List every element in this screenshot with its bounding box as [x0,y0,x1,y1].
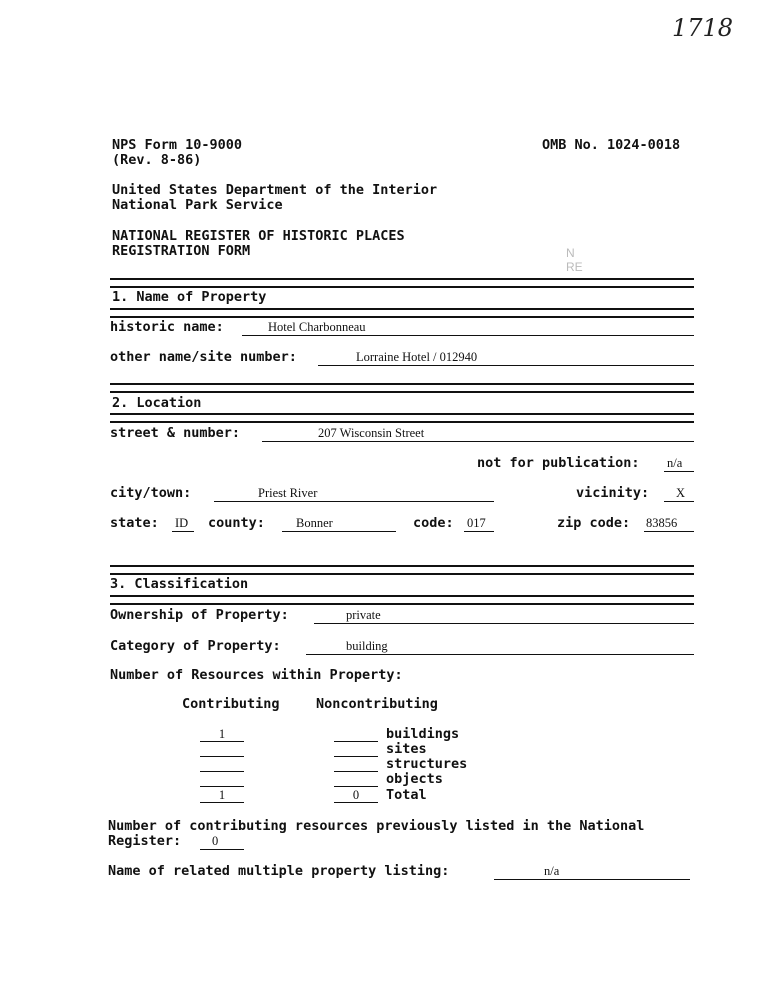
buildings-label: buildings [386,726,460,742]
contributing-sites-field[interactable] [200,742,244,757]
category-label: Category of Property: [110,638,281,654]
county-field[interactable]: Bonner [282,516,396,532]
section-3-heading: 3. Classification [110,576,249,592]
ownership-label: Ownership of Property: [110,607,289,623]
noncontributing-objects-field[interactable] [334,772,378,787]
state-label: state: [110,515,159,531]
street-label: street & number: [110,425,241,441]
section-1-heading: 1. Name of Property [112,289,267,305]
section-separator [110,413,694,423]
noncontributing-buildings-field[interactable] [334,727,378,742]
code-label: code: [413,515,454,531]
county-label: county: [208,515,265,531]
omb-number: OMB No. 1024-0018 [542,137,681,153]
section-separator [110,595,694,605]
historic-name-label: historic name: [110,319,224,335]
contributing-header: Contributing [182,696,280,712]
city-label: city/town: [110,485,192,501]
code-field[interactable]: 017 [464,516,494,532]
total-label: Total [386,787,427,803]
other-name-label: other name/site number: [110,349,297,365]
multiple-property-label: Name of related multiple property listing: [108,863,450,879]
contributing-buildings-field[interactable]: 1 [200,727,244,742]
not-for-publication-field[interactable]: n/a [664,456,694,472]
handwritten-note: 1718 [672,14,734,42]
noncontributing-header: Noncontributing [316,696,438,712]
historic-name-field[interactable]: Hotel Charbonneau [242,320,694,336]
objects-label: objects [386,771,443,787]
form-title-1: NATIONAL REGISTER OF HISTORIC PLACES [112,228,405,244]
form-title-2: REGISTRATION FORM [112,243,251,259]
zip-label: zip code: [557,515,631,531]
multiple-property-field[interactable]: n/a [494,864,690,880]
category-field[interactable]: building [306,639,694,655]
section-separator [110,308,694,318]
vicinity-field[interactable]: X [664,486,694,502]
noncontributing-structures-field[interactable] [334,757,378,772]
section-separator [110,383,694,393]
resources-label: Number of Resources within Property: [110,667,403,683]
state-field[interactable]: ID [172,516,194,532]
ownership-field[interactable]: private [314,608,694,624]
form-revision: (Rev. 8-86) [112,152,202,168]
previously-listed-label: Number of contributing resources previously listed in the National [108,818,645,834]
not-for-publication-label: not for publication: [477,455,640,471]
section-2-heading: 2. Location [112,395,202,411]
zip-field[interactable]: 83856 [644,516,694,532]
form-number: NPS Form 10-9000 [112,137,243,153]
noncontributing-total-field[interactable]: 0 [334,788,378,803]
previously-listed-label-2: Register: [108,833,182,849]
section-separator [110,565,694,575]
city-field[interactable]: Priest River [214,486,494,502]
previously-listed-field[interactable]: 0 [200,834,244,850]
received-stamp: N RE [566,246,583,274]
street-field[interactable]: 207 Wisconsin Street [262,426,694,442]
contributing-objects-field[interactable] [200,772,244,787]
sites-label: sites [386,741,427,757]
vicinity-label: vicinity: [576,485,650,501]
service: National Park Service [112,197,283,213]
contributing-structures-field[interactable] [200,757,244,772]
noncontributing-sites-field[interactable] [334,742,378,757]
structures-label: structures [386,756,468,772]
section-separator [110,278,694,288]
other-name-field[interactable]: Lorraine Hotel / 012940 [318,350,694,366]
contributing-total-field[interactable]: 1 [200,788,244,803]
department: United States Department of the Interior [112,182,438,198]
